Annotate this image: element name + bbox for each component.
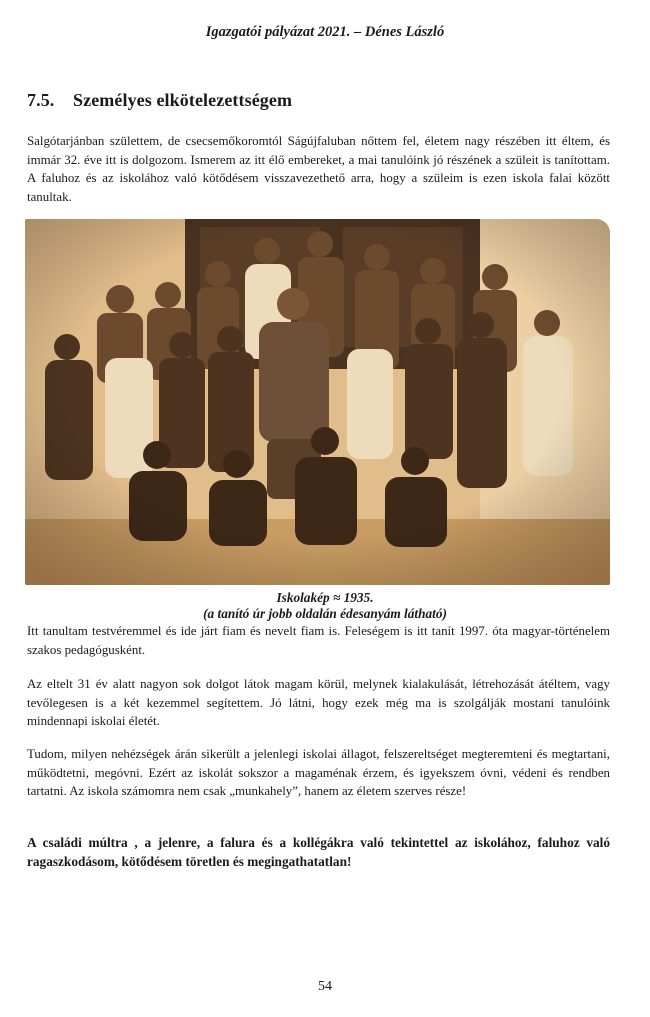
running-header: Igazgatói pályázat 2021. – Dénes László <box>205 24 445 40</box>
photo-caption-note: (a tanító úr jobb oldalán édesanyám látható) <box>203 606 447 621</box>
paragraph-intro: Salgótarjánban születtem, de csecsemőkoromtól Ságújfaluban nőttem fel, életem nagy részében itt éltem, és immár 32. éve itt is dolgozom. Ismerem az itt élő embereket, a mai tanulóink jó részének a szüleit is tanítottam. A faluhoz és az iskolához való kötődésem visszavezethető arra, hogy a szüleim is ezen iskola falai között tanultak. <box>27 134 610 204</box>
paragraph-effort: Tudom, milyen nehézségek árán sikerült a jelenlegi iskolai állagot, felszereltséget megteremteni és megtartani, működtetni, megóvni. Ezért az iskolát sokszor a magaménak érzem, és igyekszem óvni, védeni és rendben tartatni. Az iskola számomra nem csak „munkahely”, hanem az életem szerves része! <box>27 747 610 798</box>
section-heading <box>27 90 292 111</box>
paragraph-closing: A családi múltra , a jelenre, a falura és a kollégákra való tekintettel az iskolához, faluhoz való ragaszkodásom, kötődésem töretlen és megingathatatlan! <box>27 835 610 869</box>
paragraph-changes: Az eltelt 31 év alatt nagyon sok dolgot látok magam körül, melynek kialakulását, létrehozását átéltem, vagy tevőlegesen is a két kezemmel segítettem. Jó látni, hogy ezek még ma is szolgálják mostani tanulóink mindennapi iskolai életét. <box>27 677 610 728</box>
photo-caption-title: Iskolakép ≈ 1935. <box>276 590 374 605</box>
page-number: 54 <box>318 979 332 994</box>
section-number: 7.5. <box>27 90 55 110</box>
paragraph-family: Itt tanultam testvéremmel és ide járt fiam és nevelt fiam is. Feleségem is itt tanít 1997. óta magyar-történelem szakos pedagógusként. <box>27 624 610 657</box>
section-title: Személyes elkötelezettségem <box>73 90 293 110</box>
class-photo <box>25 219 610 585</box>
